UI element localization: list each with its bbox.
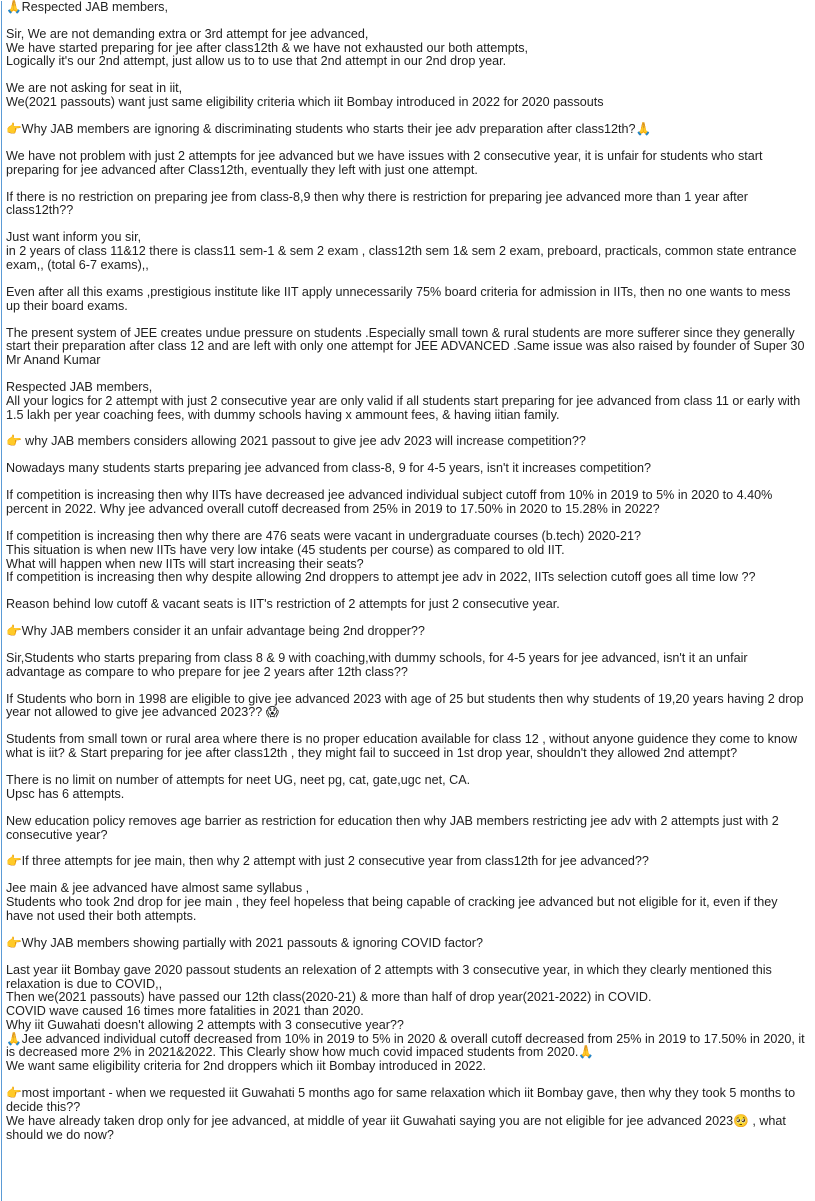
text-line: If competition is increasing then why there are 476 seats were vacant in undergraduate courses (b.tech) 2020-21? (6, 528, 641, 543)
text-line: in 2 years of class 11&12 there is class11 sem-1 & sem 2 exam , class12th sem 1& sem 2 exam, preboard, practicals, common state entrance exam,, (total 6-7 exams),, (6, 244, 797, 272)
paragraph (6, 191, 805, 219)
text-line: 👉most important - when we requested iit Guwahati 5 months ago for same relaxation which iit Bombay gave, then why they took 5 months to decide this?? (6, 1086, 796, 1114)
text-line: We have started preparing for jee after class12th & we have not exhausted our both attempts, (6, 40, 529, 55)
text-line: What will happen when new IITs will start increasing their seats? (6, 556, 364, 571)
text-line: Then we(2021 passouts) have passed our 12th class(2020-21) & more than half of drop year(2021-2022) in COVID. (6, 990, 652, 1005)
paragraph (6, 123, 805, 137)
paragraph (6, 1087, 805, 1142)
text-line: We have already taken drop only for jee advanced, at middle of year iit Guwahati saying you are not eligible for jee advanced 2023🥺 , what should we do now? (6, 1113, 786, 1142)
text-line: 👉 why JAB members considers allowing 2021 passout to give jee adv 2023 will increase competition?? (6, 434, 586, 449)
text-line: Jee main & jee advanced have almost same syllabus , (6, 881, 310, 896)
text-line: 🙏Jee advanced individual cutoff decreased from 10% in 2019 to 5% in 2020 & overall cutoff decreased from 25% in 2019 to 17.50% in 2020, it is decreased more 2% in 2021&2022. This Clearly show how much covid impaced students from 2020.🙏 (6, 1031, 805, 1060)
text-line: We want same eligibility criteria for 2nd droppers which iit Bombay introduced in 2022. (6, 1059, 486, 1074)
paragraph (6, 462, 805, 476)
text-line: 👉Why JAB members are ignoring & discriminating students who starts their jee adv preparation after class12th?🙏 (6, 122, 652, 137)
text-line: Respected JAB members, (6, 379, 153, 394)
paragraph (6, 693, 805, 721)
text-line: If Students who born in 1998 are eligible to give jee advanced 2023 with age of 25 but students then why students of 19,20 years having 2 drop year not allowed to give jee advanced 2023?? 😱 (6, 691, 804, 720)
text-line: Upsc has 6 attempts. (6, 786, 125, 801)
text-line: We have not problem with just 2 attempts for jee advanced but we have issues with 2 consecutive year, it is unfair for students who start preparing for jee advanced after Class12th, eventually they left with just one attempt. (6, 148, 763, 177)
text-cursor-edge (1, 1, 2, 1201)
text-line: Even after all this exams ,prestigious institute like IIT apply unnecessarily 75% board criteria for admission in IITs, then no one wants to mess up their board exams. (6, 284, 791, 313)
paragraph (6, 1, 805, 15)
text-line: We are not asking for seat in iit, (6, 81, 183, 96)
paragraph (6, 530, 805, 585)
text-line: All your logics for 2 attempt with just 2 consecutive year are only valid if all students start preparing for jee advanced from class 11 or early with 1.5 lakh per year coaching fees, with dummy schools having x ammount fees, & having iitian family. (6, 393, 801, 422)
document-body (6, 1, 805, 1142)
text-line: 👉Why JAB members showing partially with 2021 passouts & ignoring COVID factor? (6, 935, 483, 950)
text-line: Reason behind low cutoff & vacant seats is IIT's restriction of 2 attempts for just 2 consecutive year. (6, 597, 560, 612)
paragraph (6, 815, 805, 843)
text-line: 🙏Respected JAB members, (6, 0, 168, 14)
text-line: Last year iit Bombay gave 2020 passout students an relexation of 2 attempts with 3 consecutive year, in which they clearly mentioned this relaxation is due to COVID,, (6, 962, 772, 991)
paragraph (6, 82, 805, 110)
text-line: Why iit Guwahati doesn't allowing 2 attempts with 3 consecutive year?? (6, 1017, 404, 1032)
text-line: Just want inform you sir, (6, 230, 142, 245)
paragraph (6, 150, 805, 178)
text-line: This situation is when new IITs have very low intake (45 students per course) as compared to old IIT. (6, 542, 565, 557)
text-line: 👉If three attempts for jee main, then why 2 attempt with just 2 consecutive year from class12th for jee advanced?? (6, 854, 649, 869)
paragraph (6, 28, 805, 69)
text-line: Students who took 2nd drop for jee main , they feel hopeless that being capable of cracking jee advanced but not eligible for it, even if they have not used their both attempts. (6, 895, 778, 923)
text-line: If competition is increasing then why despite allowing 2nd droppers to attempt jee adv in 2022, IITs selection cutoff goes all time low ?? (6, 570, 756, 585)
text-line: The present system of JEE creates undue pressure on students .Especially small town & rural students are more sufferer since they generally start their preparation after class 12 and are left with only one attempt for JEE ADVANCED .Same issue was also raised by founder of Super 30 Mr Anand Kumar (6, 325, 805, 368)
text-line: Sir, We are not demanding extra or 3rd attempt for jee advanced, (6, 26, 369, 41)
text-line: There is no limit on number of attempts for neet UG, neet pg, cat, gate,ugc net, CA. (6, 773, 471, 788)
text-line: Sir,Students who starts preparing from class 8 & 9 with coaching,with dummy schools, for 4-5 years for jee advanced, isn't it an unfair advantage as compare to who prepare for jee 2 years after 12th class?? (6, 651, 748, 679)
text-line: Logically it's our 2nd attempt, just allow us to to use that 2nd attempt in our 2nd drop year. (6, 54, 507, 69)
text-line: 👉Why JAB members consider it an unfair advantage being 2nd dropper?? (6, 624, 425, 639)
text-line: New education policy removes age barrier as restriction for education then why JAB members restricting jee adv with 2 attempts just with 2 consecutive year? (6, 813, 779, 842)
paragraph (6, 435, 805, 449)
document-page (0, 1, 815, 1201)
paragraph (6, 855, 805, 869)
text-line: COVID wave caused 16 times more fatalities in 2021 than 2020. (6, 1004, 364, 1019)
text-line: We(2021 passouts) want just same eligibility criteria which iit Bombay introduced in 2022 for 2020 passouts (6, 95, 604, 110)
paragraph (6, 598, 805, 612)
text-line: Nowadays many students starts preparing jee advanced from class-8, 9 for 4-5 years, isn't it increases competition? (6, 461, 651, 476)
paragraph (6, 286, 805, 314)
paragraph (6, 327, 805, 368)
paragraph (6, 489, 805, 517)
text-line: If there is no restriction on preparing jee from class-8,9 then why there is restriction for preparing jee advanced more than 1 year after class12th?? (6, 189, 749, 218)
paragraph (6, 937, 805, 951)
paragraph (6, 231, 805, 272)
text-line: Students from small town or rural area where there is no proper education available for class 12 , without anyone guidence they come to know what is iit? & Start preparing for jee after class12th , they might fail to succeed in 1st drop year, shouldn't they allowed 2nd attempt? (6, 732, 798, 761)
paragraph (6, 625, 805, 639)
paragraph (6, 882, 805, 923)
paragraph (6, 652, 805, 680)
paragraph (6, 381, 805, 422)
paragraph (6, 964, 805, 1074)
text-line: If competition is increasing then why IITs have decreased jee advanced individual subject cutoff from 10% in 2019 to 5% in 2020 to 4.40% percent in 2022. Why jee advanced overall cutoff decreased from 25% in 2019 to 17.50% in 2020 to 15.28% in 2022? (6, 488, 773, 517)
paragraph (6, 733, 805, 761)
paragraph (6, 774, 805, 802)
